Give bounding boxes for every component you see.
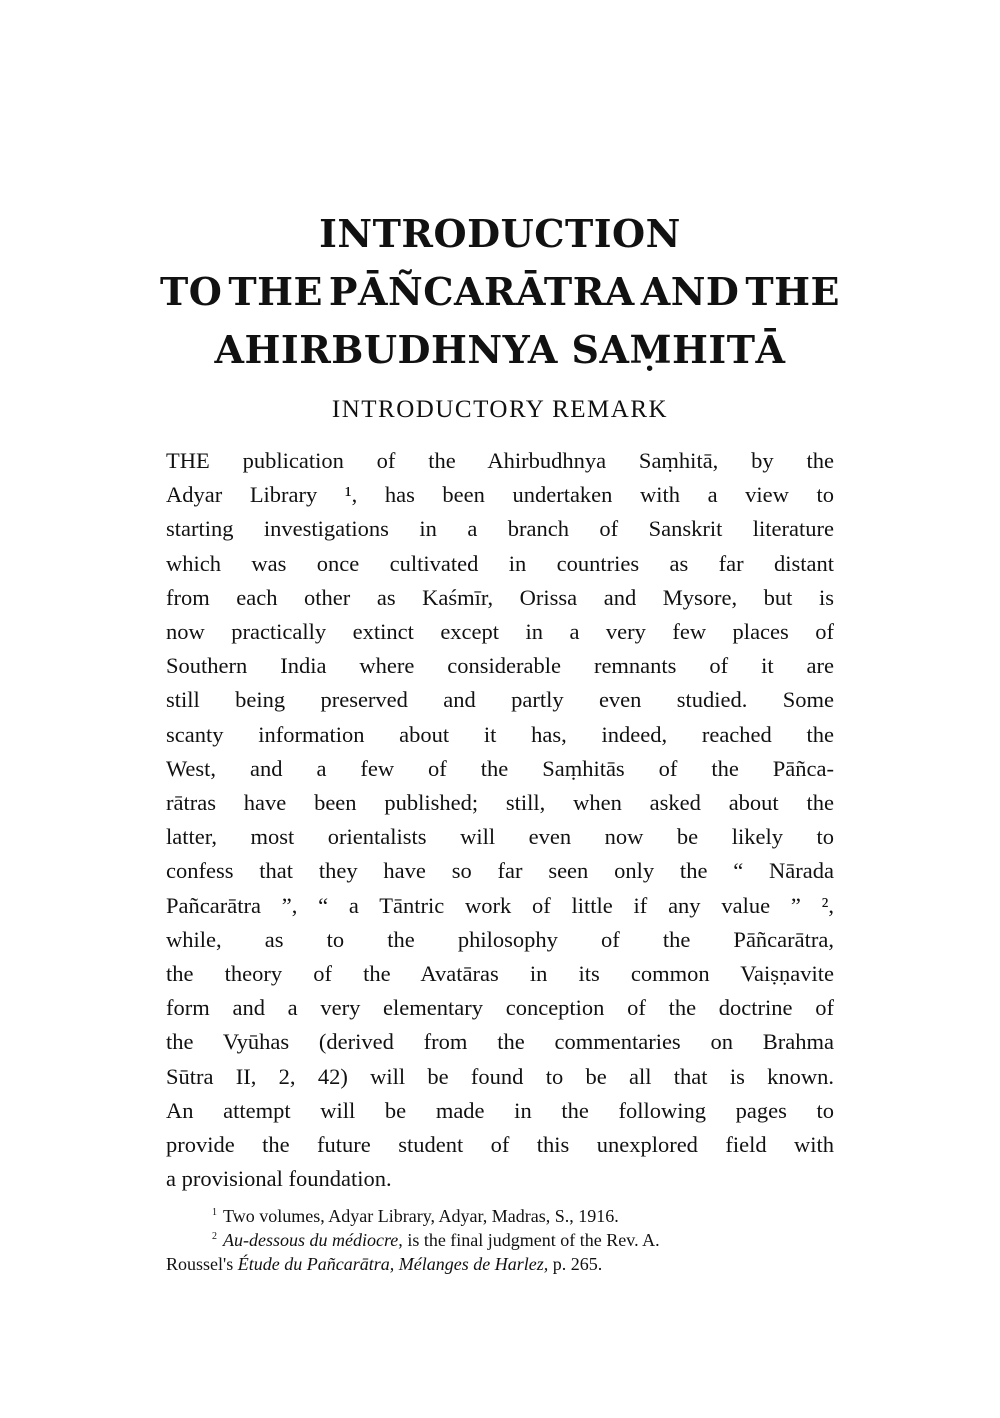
title-word: THE — [745, 269, 840, 314]
footnote-text: p. 265. — [548, 1254, 603, 1274]
heading-block — [160, 205, 840, 425]
footnote-italic: Étude du Pañcarātra, Mélanges de Harlez, — [237, 1254, 549, 1274]
footnote-2-continued — [166, 1252, 834, 1276]
footnote-text: Two volumes, Adyar Library, Adyar, Madras, S., 1916. — [223, 1206, 619, 1226]
footnote-marker: 2 — [212, 1231, 217, 1242]
body-line: Southern India where considerable remnants of it are — [166, 653, 834, 679]
body-line: rātras have been published; still, when asked about the — [166, 790, 834, 816]
footnote-2 — [166, 1228, 834, 1252]
footnote-marker: 1 — [212, 1207, 217, 1218]
title-word: PĀÑCARĀTRA — [328, 269, 635, 314]
body-line: confess that they have so far seen only the “ Nārada — [166, 858, 834, 884]
body-line: while, as to the philosophy of the Pāñcarātra, — [166, 926, 834, 952]
body-line: Adyar Library ¹, has been undertaken with a view to — [166, 482, 834, 508]
body-line: scanty information about it has, indeed, reached the — [166, 721, 834, 747]
footnote-italic: Au-dessous du médiocre, — [223, 1230, 403, 1250]
title-word: AND — [640, 269, 740, 314]
body-line: latter, most orientalists will even now be likely to — [166, 824, 834, 850]
title-word: THE — [228, 269, 323, 314]
body-line: provide the future student of this unexplored field with — [166, 1132, 834, 1158]
title-word: TO — [160, 269, 223, 314]
footnote-text: is the final judgment of the Rev. A. — [402, 1230, 660, 1250]
body-line: starting investigations in a branch of Sanskrit literature — [166, 516, 834, 542]
body-line: form and a very elementary conception of the doctrine of — [166, 995, 834, 1021]
footnote-1 — [166, 1204, 834, 1228]
section-subtitle: INTRODUCTORY REMARK — [331, 396, 669, 423]
title-line-1: INTRODUCTION — [319, 211, 681, 256]
body-line: Pañcarātra ”, “ a Tāntric work of little if any value ” ², — [166, 892, 834, 918]
title-line-2 — [160, 263, 840, 321]
body-line: THE publication of the Ahirbudhnya Saṃhitā, by the — [166, 448, 834, 473]
body-line: An attempt will be made in the following pages to — [166, 1097, 834, 1123]
body-line: a provisional foundation. — [166, 1166, 392, 1192]
footnotes — [166, 1204, 834, 1276]
body-line: still being preserved and partly even studied. Some — [166, 687, 834, 713]
body-line: from each other as Kaśmīr, Orissa and Mysore, but is — [166, 584, 834, 610]
body-line: the Vyūhas (derived from the commentaries on Brahma — [166, 1029, 834, 1055]
body-line: West, and a few of the Saṃhitās of the Pāñca- — [166, 755, 834, 781]
body-line: which was once cultivated in countries as far distant — [166, 550, 834, 576]
body-line: Sūtra II, 2, 42) will be found to be all that is known. — [166, 1063, 834, 1089]
body-line: now practically extinct except in a very few places of — [166, 619, 834, 645]
title-line-3: AHIRBUDHNYA SAṂHITĀ — [214, 327, 786, 372]
body-paragraph — [166, 444, 834, 1196]
body-line: the theory of the Avatāras in its common Vaiṣṇavite — [166, 961, 834, 987]
footnote-text: Roussel's — [166, 1254, 238, 1274]
